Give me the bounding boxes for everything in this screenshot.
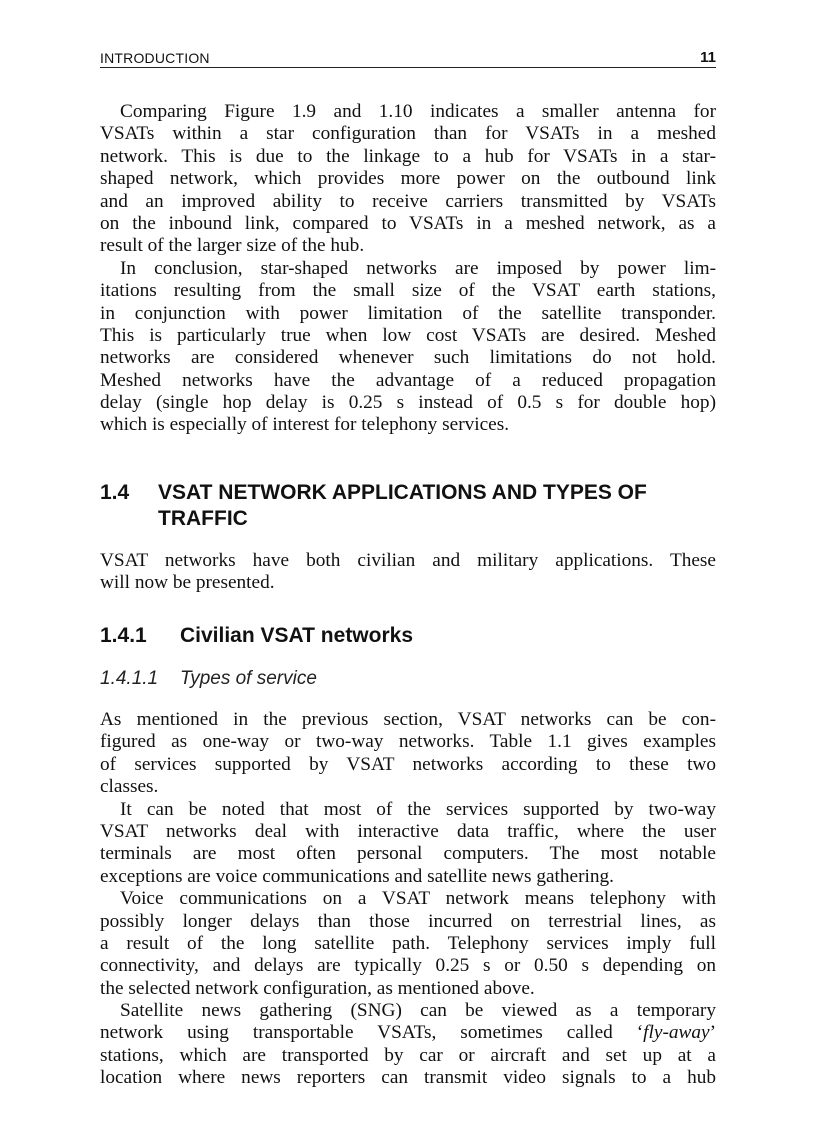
- text-line: Comparing Figure 1.9 and 1.10 indicates a smaller antenna for: [120, 101, 716, 122]
- text-line: possibly longer delays than those incurred on terrestrial lines, as: [100, 910, 716, 932]
- subsubsection-heading: [100, 667, 317, 691]
- subsection-title: Civilian VSAT networks: [180, 624, 413, 647]
- text-line: on the inbound link, compared to VSATs in a meshed network, as a: [100, 212, 716, 234]
- text-line: As mentioned in the previous section, VSAT networks can be con-: [100, 709, 716, 730]
- section-title: VSAT NETWORK APPLICATIONS AND TYPES OF TRAFFIC: [158, 481, 647, 530]
- section-heading: [100, 480, 678, 532]
- text-line: connectivity, and delays are typically 0.25 s or 0.50 s depending on: [100, 955, 716, 977]
- text-line: shaped network, which provides more power on the outbound link: [100, 168, 716, 190]
- text-line: VSAT networks deal with interactive data traffic, where the user: [100, 820, 716, 842]
- running-header: [100, 49, 716, 68]
- paragraph: [100, 101, 716, 258]
- paragraph: [100, 258, 716, 437]
- section-number: 1.4: [100, 481, 130, 504]
- text-line: in conjunction with power limitation of the satellite transponder.: [100, 302, 716, 324]
- paragraph: [100, 888, 716, 1000]
- body-text-block-2: [100, 550, 716, 595]
- text-line: Meshed networks have the advantage of a reduced propagation: [100, 369, 716, 391]
- subsection-number: 1.4.1: [100, 624, 147, 647]
- paragraph: [100, 709, 716, 799]
- text-line: location where news reporters can transmit video signals to a hub: [100, 1067, 716, 1089]
- paragraph: [100, 550, 716, 595]
- text-line: terminals are most often personal computers. The most notable: [100, 843, 716, 865]
- text-line: result of the larger size of the hub.: [100, 235, 365, 257]
- text-line: Satellite news gathering (SNG) can be viewed as a temporary: [120, 1000, 716, 1022]
- subsection-heading: [100, 623, 413, 649]
- subsubsection-title: Types of service: [180, 668, 317, 689]
- text-segment: network using transportable VSATs, sometimes called ‘: [100, 1022, 644, 1044]
- text-line: the selected network configuration, as mentioned above.: [100, 977, 535, 999]
- italic-term: fly-away: [643, 1022, 710, 1044]
- page-number: 11: [700, 49, 716, 66]
- text-line: which is especially of interest for telephony services.: [100, 414, 510, 436]
- text-line: delay (single hop delay is 0.25 s instead of 0.5 s for double hop): [100, 392, 716, 414]
- running-title: INTRODUCTION: [100, 50, 210, 66]
- text-line: exceptions are voice communications and satellite news gathering.: [100, 865, 614, 887]
- text-line: This is particularly true when low cost VSATs are desired. Meshed: [100, 324, 716, 346]
- subsubsection-number: 1.4.1.1: [100, 668, 159, 689]
- text-line: a result of the long satellite path. Telephony services imply full: [100, 932, 716, 954]
- text-line: network. This is due to the linkage to a hub for VSATs in a star-: [100, 145, 716, 167]
- text-line: classes.: [100, 776, 159, 798]
- text-segment: ’: [709, 1022, 716, 1044]
- text-line: itations resulting from the small size of the VSAT earth stations,: [100, 280, 716, 302]
- text-line: In conclusion, star-shaped networks are imposed by power lim-: [120, 257, 716, 279]
- text-line: networks are considered whenever such limitations do not hold.: [100, 347, 716, 369]
- text-line: and an improved ability to receive carriers transmitted by VSATs: [100, 190, 716, 212]
- text-line: [100, 1022, 716, 1044]
- body-text-block-1: [100, 101, 716, 437]
- paragraph: [100, 1000, 716, 1090]
- text-line: Voice communications on a VSAT network means telephony with: [120, 888, 716, 910]
- body-text-block-3: [100, 709, 716, 1090]
- text-line: stations, which are transported by car or aircraft and set up at a: [100, 1044, 716, 1066]
- text-line: figured as one-way or two-way networks. Table 1.1 gives examples: [100, 731, 716, 753]
- text-line: VSATs within a star configuration than for VSATs in a meshed: [100, 123, 716, 145]
- text-line: VSAT networks have both civilian and military applications. These: [100, 550, 716, 571]
- text-line: will now be presented.: [100, 572, 275, 594]
- paragraph: [100, 799, 716, 889]
- text-line: It can be noted that most of the services supported by two-way: [120, 798, 716, 820]
- text-line: of services supported by VSAT networks according to these two: [100, 753, 716, 775]
